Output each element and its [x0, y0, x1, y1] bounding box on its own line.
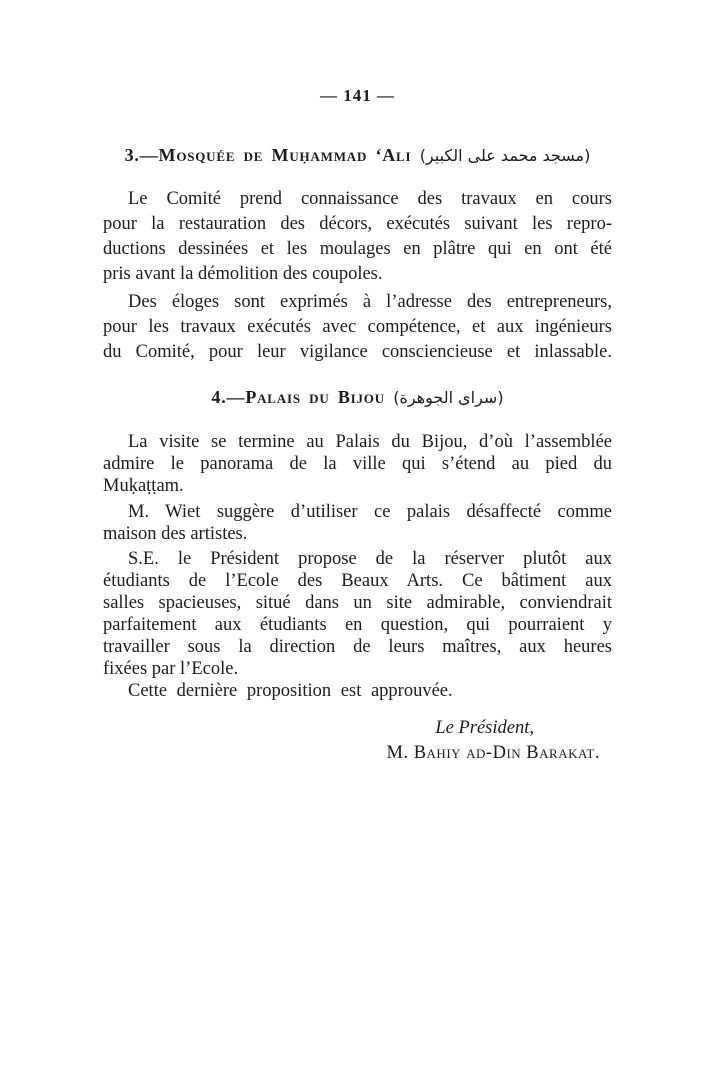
text-line: pris avant la démolition des coupoles. — [103, 264, 383, 284]
text-line: S.E. le Président propose de la réserver plutôt aux — [128, 549, 612, 569]
text-line: La visite se termine au Palais du Bijou, d’où l’assemblée — [128, 432, 612, 452]
section-heading-4 — [103, 386, 612, 409]
text-line: ductions dessinées et les moulages en plâtre qui en ont été — [103, 239, 612, 259]
text-line: du Comité, pour leur vigilance consciencieuse et inlassable. — [103, 342, 612, 362]
text-line: M. Wiet suggère d’utiliser ce palais désaffecté comme — [128, 502, 612, 522]
paragraph-eloges — [103, 290, 612, 365]
text-line: travailler sous la direction de leurs maîtres, aux heures — [103, 637, 612, 657]
paragraph-restauration — [103, 187, 612, 287]
heading-title: 3.—Mosquée de Muḥammad ‘Ali — [124, 145, 412, 165]
paragraph-visite — [103, 431, 612, 497]
page-content — [103, 85, 612, 766]
signature-name: M. Bahiy ad-Din Barakat. — [386, 743, 600, 763]
paragraph-wiet — [103, 501, 612, 545]
text-line: pour les travaux exécutés avec compétence, et aux ingénieurs — [103, 317, 612, 337]
text-line: Cette dernière proposition est approuvée. — [128, 681, 453, 701]
text-line: salles spacieuses, situé dans un site admirable, conviendrait — [103, 593, 612, 613]
paragraph-approbation — [103, 680, 612, 702]
text-line: parfaitement aux étudiants en question, qui pourraient y — [103, 615, 612, 635]
section-heading-3 — [103, 144, 612, 167]
text-line: pour la restauration des décors, exécutés suivant les repro- — [103, 214, 612, 234]
text-line: fixées par l’Ecole. — [103, 659, 239, 679]
signature-block — [103, 716, 612, 766]
heading-arabic-title: (سراى الجوهرة) — [393, 388, 504, 407]
text-line: maison des artistes. — [103, 524, 248, 544]
text-line: Le Comité prend connaissance des travaux en cours — [128, 189, 612, 209]
paragraph-president — [103, 548, 612, 680]
heading-title: 4.—Palais du Bijou — [211, 387, 385, 407]
text-line: admire le panorama de la ville qui s’étend au pied du — [103, 454, 612, 474]
text-line: Muḳaṭṭam. — [103, 476, 184, 496]
signature-role: Le Président, — [435, 718, 534, 738]
text-line: étudiants de l’Ecole des Beaux Arts. Ce bâtiment aux — [103, 571, 612, 591]
heading-arabic-title: (مسجد محمد على الكبير) — [419, 146, 591, 165]
text-line: Des éloges sont exprimés à l’adresse des entrepreneurs, — [128, 292, 612, 312]
page-number: — 141 — — [320, 86, 395, 105]
